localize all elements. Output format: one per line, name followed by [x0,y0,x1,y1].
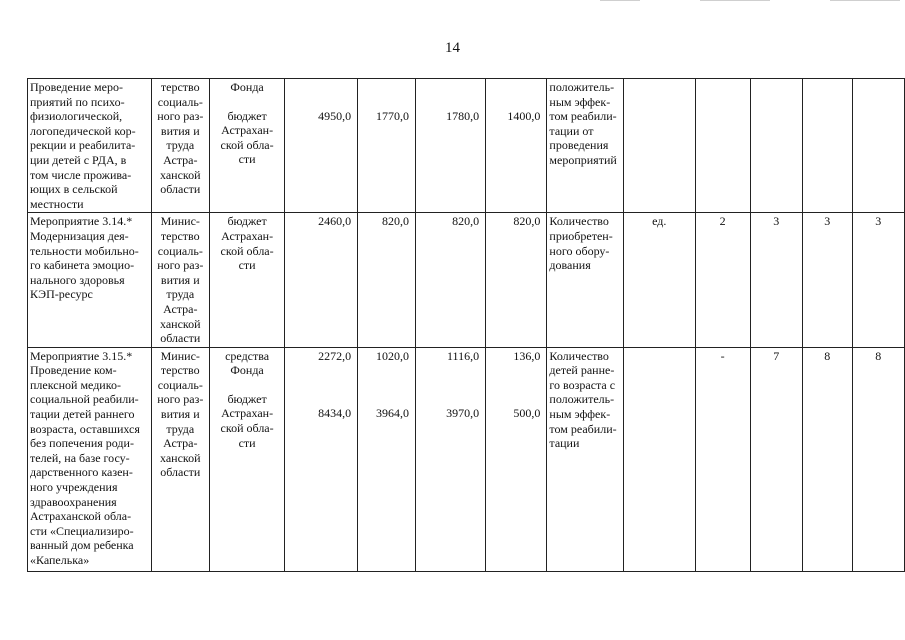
year3-amount-cell: 136,0 500,0 [486,347,547,571]
total-amount-cell: 4950,0 [285,79,358,213]
executor-cell: Минис- терство социаль- ного раз- вития и труда Астра- ханской области [151,347,209,571]
value-cell: 8 [852,347,904,571]
unit-cell: ед. [623,213,695,347]
value-cell: 3 [750,213,802,347]
activity-cell: Мероприятие 3.14.* Модернизация дея- тельности мобильно- го кабинета эмоцио- нального здоровья КЭП-ресурс [28,213,152,347]
year1-amount-cell: 820,0 [358,213,416,347]
year2-amount-cell: 820,0 [415,213,485,347]
value-cell [852,79,904,213]
scan-artifact-line [600,0,640,1]
indicator-cell: Количество приобретен- ного обору- дования [547,213,623,347]
funding-source-cell: бюджет Астрахан- ской обла- сти [209,213,285,347]
executor-cell: терство социаль- ного раз- вития и труда Астра- ханской области [151,79,209,213]
year3-amount-cell: 1400,0 [486,79,547,213]
activity-cell: Проведение меро- приятий по психо- физиологической, логопедической кор- рекции и реабилита- ции детей с РДА, в том числе прожива- ющих в сельской местности [28,79,152,213]
indicator-cell: Количество детей ранне- го возраста с положитель- ным эффек- том реабили- тации [547,347,623,571]
unit-cell [623,347,695,571]
scan-artifact-line [700,0,770,1]
page-number: 14 [445,40,460,56]
unit-cell [623,79,695,213]
scan-artifact-line [830,0,900,1]
funding-source-cell: средства Фонда бюджет Астрахан- ской обла- сти [209,347,285,571]
funding-source-cell: Фонда бюджет Астрахан- ской обла- сти [209,79,285,213]
indicator-cell: положитель- ным эффек- том реабили- тации от проведения мероприятий [547,79,623,213]
year1-amount-cell: 1020,0 3964,0 [358,347,416,571]
value-cell: 2 [695,213,750,347]
table-row [28,79,905,213]
table-row [28,347,905,571]
program-activities-table [27,78,905,572]
value-cell [695,79,750,213]
total-amount-cell: 2460,0 [285,213,358,347]
table-row [28,213,905,347]
activity-cell: Мероприятие 3.15.* Проведение ком- плексной медико- социальной реабили- тации детей раннего возраста, оставшихся без попечения роди- телей, на базе госу- дарственного казен- ного учреждения здравоохранения Астраханской обла- сти «Специализиро- ванный дом ребенка «Капелька» [28,347,152,571]
year2-amount-cell: 1780,0 [415,79,485,213]
value-cell: - [695,347,750,571]
executor-cell: Минис- терство социаль- ного раз- вития и труда Астра- ханской области [151,213,209,347]
value-cell: 3 [852,213,904,347]
value-cell [750,79,802,213]
value-cell [802,79,852,213]
value-cell: 7 [750,347,802,571]
total-amount-cell: 2272,0 8434,0 [285,347,358,571]
year1-amount-cell: 1770,0 [358,79,416,213]
value-cell: 8 [802,347,852,571]
year2-amount-cell: 1116,0 3970,0 [415,347,485,571]
value-cell: 3 [802,213,852,347]
year3-amount-cell: 820,0 [486,213,547,347]
